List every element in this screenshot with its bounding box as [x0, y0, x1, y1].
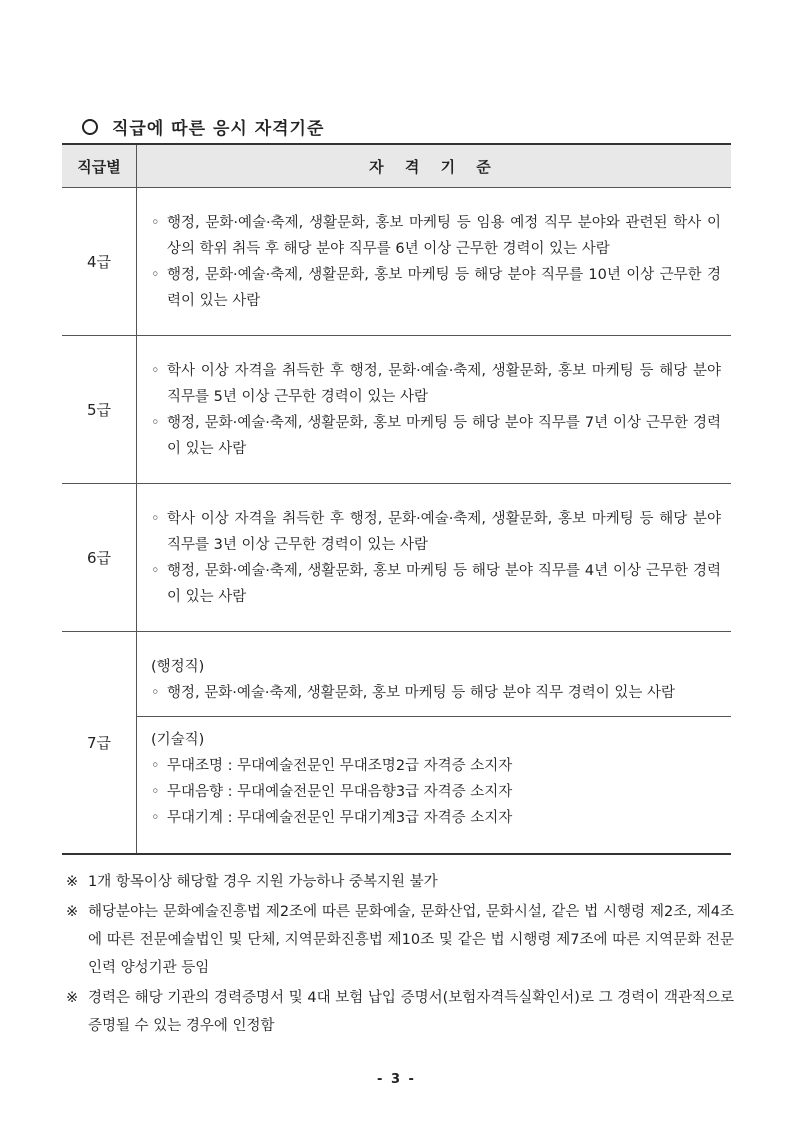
admin-track-label: (행정직)	[151, 658, 205, 675]
criteria-item: ◦ 행정, 문화·예술·축제, 생활문화, 홍보 마케팅 등 해당 분야 직무 경력이 있는 사람	[151, 680, 721, 706]
criteria-item: ◦ 학사 이상 자격을 취득한 후 행정, 문화·예술·축제, 생활문화, 홍보 마케팅 등 해당 분야 직무를 3년 이상 근무한 경력이 있는 사람	[151, 506, 721, 558]
criteria-item: ◦ 무대조명 : 무대예술전문인 무대조명2급 자격증 소지자	[151, 753, 721, 779]
bullet-icon: ◦	[151, 414, 160, 431]
bullet-icon: ◦	[151, 757, 160, 774]
notes-section	[66, 868, 734, 1042]
bullet-icon: ◦	[151, 362, 160, 379]
grade-cell: 6급	[62, 484, 137, 632]
grade-cell: 4급	[62, 188, 137, 336]
page-number: - 3 -	[377, 1072, 416, 1087]
bullet-icon: ◦	[151, 783, 160, 800]
bullet-icon: ◦	[151, 214, 160, 231]
reference-mark-icon: ※	[66, 990, 79, 1006]
table-header-row	[62, 144, 731, 188]
criteria-cell	[137, 484, 732, 632]
divider	[137, 716, 731, 717]
note-item: ※ 1개 항목이상 해당할 경우 지원 가능하나 중복지원 불가	[66, 868, 734, 896]
criteria-item: ◦ 무대음향 : 무대예술전문인 무대음향3급 자격증 소지자	[151, 779, 721, 805]
grade-cell: 7급	[62, 632, 137, 854]
criteria-cell	[137, 336, 732, 484]
bullet-icon: ◦	[151, 809, 160, 826]
table-row	[62, 484, 731, 632]
bullet-icon: ◦	[151, 562, 160, 579]
table-row	[62, 188, 731, 336]
reference-mark-icon: ※	[66, 904, 79, 920]
bullet-icon: ◦	[151, 684, 160, 701]
criteria-item: ◦ 행정, 문화·예술·축제, 생활문화, 홍보 마케팅 등 해당 분야 직무를 10년 이상 근무한 경력이 있는 사람	[151, 262, 721, 314]
qualification-table	[62, 143, 731, 855]
circle-bullet-icon	[82, 119, 98, 135]
note-item: ※ 해당분야는 문화예술진흥법 제2조에 따른 문화예술, 문화산업, 문화시설, 같은 법 시행령 제2조, 제4조에 따른 전문예술법인 및 단체, 지역문화진흥법 제10조 및 같은 법 시행령 제7조에 따른 지역문화 전문인력 양성기관 등임	[66, 898, 734, 982]
criteria-item: ◦ 행정, 문화·예술·축제, 생활문화, 홍보 마케팅 등 임용 예정 직무 분야와 관련된 학사 이상의 학위 취득 후 해당 분야 직무를 6년 이상 근무한 경력이 있는 사람	[151, 210, 721, 262]
section-title: 직급에 따른 응시 자격기준	[112, 119, 325, 139]
section-title-row	[82, 114, 324, 139]
note-item: ※ 경력은 해당 기관의 경력증명서 및 4대 보험 납입 증명서(보험자격득실확인서)로 그 경력이 객관적으로 증명될 수 있는 경우에 인정함	[66, 984, 734, 1040]
reference-mark-icon: ※	[66, 874, 79, 890]
table-row	[62, 632, 731, 854]
header-criteria: 자 격 기 준	[137, 144, 732, 188]
table-row	[62, 336, 731, 484]
criteria-cell	[137, 188, 732, 336]
header-grade: 직급별	[62, 144, 137, 188]
criteria-item: ◦ 학사 이상 자격을 취득한 후 행정, 문화·예술·축제, 생활문화, 홍보 마케팅 등 해당 분야 직무를 5년 이상 근무한 경력이 있는 사람	[151, 358, 721, 410]
bullet-icon: ◦	[151, 510, 160, 527]
criteria-item: ◦ 행정, 문화·예술·축제, 생활문화, 홍보 마케팅 등 해당 분야 직무를 4년 이상 근무한 경력이 있는 사람	[151, 558, 721, 610]
grade-cell: 5급	[62, 336, 137, 484]
criteria-item: ◦ 무대기계 : 무대예술전문인 무대기계3급 자격증 소지자	[151, 805, 721, 831]
tech-track-label: (기술직)	[151, 731, 205, 748]
criteria-cell	[137, 632, 732, 854]
bullet-icon: ◦	[151, 266, 160, 283]
criteria-item: ◦ 행정, 문화·예술·축제, 생활문화, 홍보 마케팅 등 해당 분야 직무를 7년 이상 근무한 경력이 있는 사람	[151, 410, 721, 462]
